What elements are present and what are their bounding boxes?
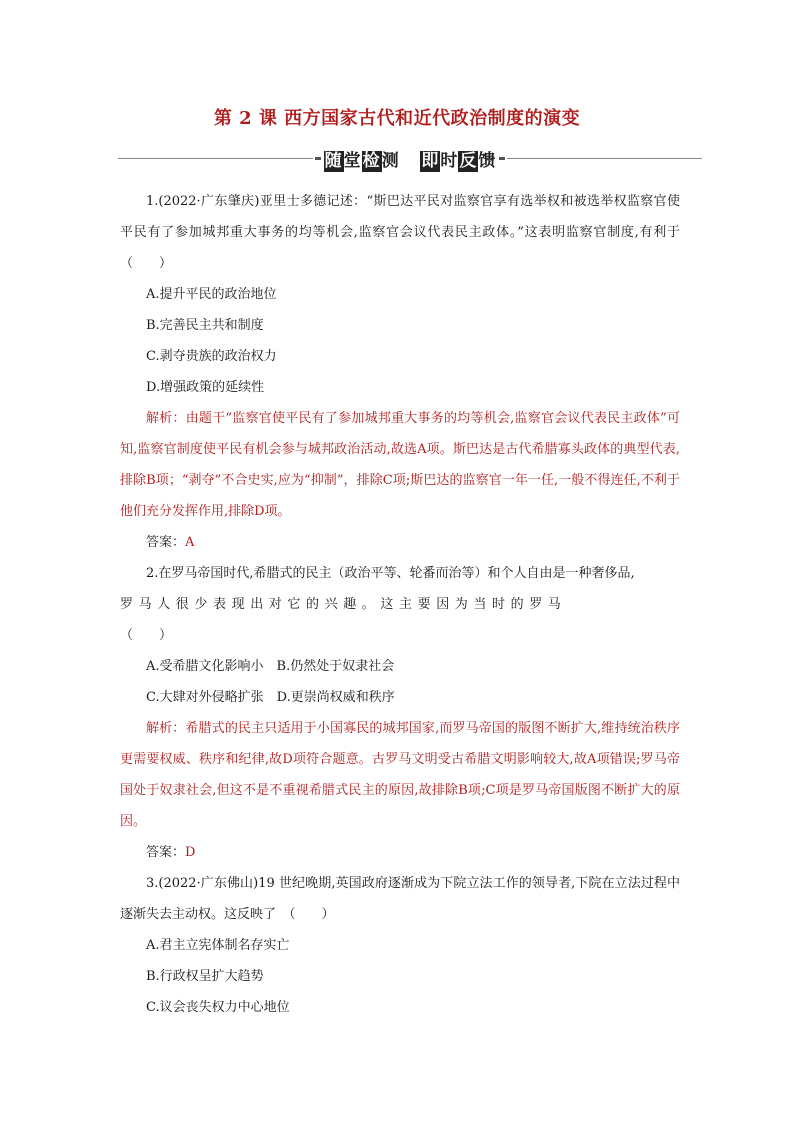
- banner-char-boxed: 检: [362, 151, 381, 171]
- question-2-options-row-2: C.大肆对外侵略扩张 D.更崇尚权威和秩序: [146, 690, 395, 705]
- answer-label: 答案：: [146, 845, 186, 860]
- question-2-options-row-1: A.受希腊文化影响小 B.仍然处于奴隶社会: [146, 659, 395, 674]
- banner-char: 测: [381, 151, 400, 171]
- question-2-answer: [120, 837, 680, 868]
- question-2-analysis: 解析：希腊式的民主只适用于小国寡民的城邦国家,而罗马帝国的版图不断扩大,维持统治秩序更需要权威、秩序和纪律,故D项符合题意。古罗马文明受古希腊文明影响较大,故A项错误;罗马帝国处于奴隶社会,但这不是不重视希腊式民主的原因,故排除B项;C项是罗马帝国版图不断扩大的原因。: [120, 721, 680, 829]
- answer-label: 答案：: [146, 535, 186, 550]
- question-2-stem-line-2: 罗马人很少表现出对它的兴趣。这主要因为当时的罗马: [120, 597, 567, 612]
- banner-text: [118, 146, 702, 172]
- page-title: 第 2 课 西方国家古代和近代政治制度的演变: [213, 108, 581, 129]
- question-2-stem-line-1: 2.在罗马帝国时代,希腊式的民主（政治平等、轮番而治等）和个人自由是一种奢侈品,: [146, 566, 635, 581]
- banner-char-boxed: 即: [421, 151, 440, 171]
- question-1-option-b: B.完善民主共和制度: [146, 318, 264, 333]
- question-list: [120, 186, 694, 1023]
- answer-value: A: [185, 535, 195, 550]
- banner-char: 馈: [478, 151, 497, 171]
- banner-char-boxed: 反: [459, 151, 478, 171]
- section-banner: [118, 146, 702, 170]
- question-3-stem: 3.(2022·广东佛山)19 世纪晚期,英国政府逐渐成为下院立法工作的领导者,下院在立法过程中逐渐失去主动权。这反映了 （ ）: [120, 876, 680, 922]
- question-1-stem: 1.(2022·广东肇庆)亚里士多德记述：“斯巴达平民对监察官享有选举权和被选举权监察官使平民有了参加城邦重大事务的均等机会,监察官会议代表民主政体。”这表明监察官制度,有利于 （ ）: [120, 194, 694, 271]
- banner-char: 堂: [343, 151, 362, 171]
- question-1-answer: [120, 527, 680, 558]
- banner-char-boxed: 随: [324, 151, 343, 171]
- question-2-stem-line-3: （ ）: [120, 628, 173, 643]
- question-1-analysis: 解析：由题干“监察官使平民有了参加城邦重大事务的均等机会,监察官会议代表民主政体”可知,监察官制度使平民有机会参与城邦政治活动,故选A项。斯巴达是古代希腊寡头政体的典型代表,排除B项；“剥夺”不合史实,应为“抑制”，排除C项;斯巴达的监察官一年一任,一般不得连任,不利于他们充分发挥作用,排除D项。: [120, 411, 680, 519]
- question-3-option-a: A.君主立宪体制名存实亡: [146, 938, 290, 953]
- question-1-option-a: A.提升平民的政治地位: [146, 287, 277, 302]
- question-3-option-c: C.议会丧失权力中心地位: [146, 1000, 290, 1015]
- question-1-option-c: C.剥夺贵族的政治权力: [146, 349, 277, 364]
- question-1-option-d: D.增强政策的延续性: [146, 380, 265, 395]
- answer-value: D: [185, 845, 196, 860]
- banner-char: 时: [440, 151, 459, 171]
- question-3-option-b: B.行政权呈扩大趋势: [146, 969, 264, 984]
